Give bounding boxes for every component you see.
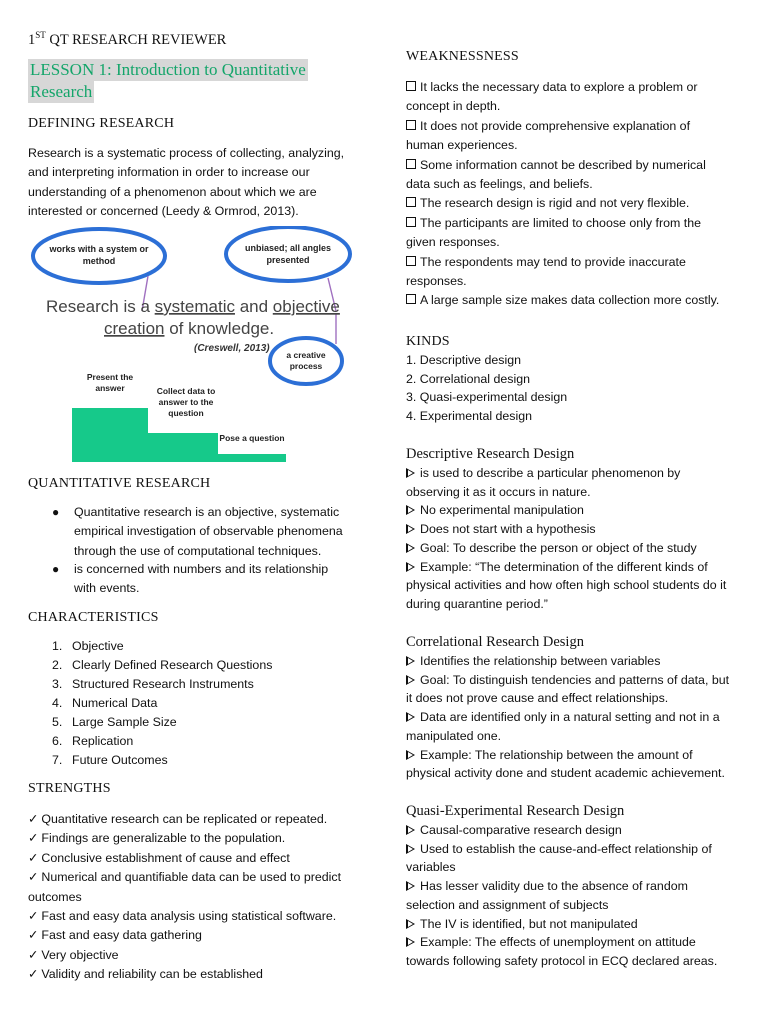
quasi-item [406,915,717,934]
correlational-item [406,671,729,690]
item-text: No experimental manipulation [420,503,584,518]
correlational-item [406,727,729,746]
checkbox-square-icon [406,81,416,91]
triangle-bullet-icon [406,937,415,947]
step-collect-data-line3: question [168,408,204,418]
triangle-bullet-icon [406,543,415,553]
quasi-item [406,933,717,952]
check-icon: ✓ [28,928,39,943]
item-text: Quantitative research can be replicated or repeated. [41,812,328,826]
research-definition-figure [28,226,358,466]
quasi-item [406,858,717,877]
triangle-bullet-icon [406,750,415,760]
descriptive-item [406,539,726,558]
strength-item [28,946,341,965]
characteristic-item [52,751,272,770]
lesson-title-line2: Research [30,82,93,101]
descriptive-item [406,483,726,502]
weakness-list [406,78,719,311]
bullet-line: with events. [74,581,140,596]
item-text: Replication [72,734,134,748]
item-text: given responses. [406,235,500,250]
item-text: Does not start with a hypothesis [420,522,596,537]
quasi-item [406,952,717,971]
quantitative-bullet-2 [52,560,364,599]
item-text: Fast and easy data analysis using statistical software. [41,909,337,924]
strength-item [28,888,341,907]
characteristics-heading: CHARACTERISTICS [28,610,159,625]
item-text: It lacks the necessary data to explore a problem or [420,80,698,94]
paragraph-line: understanding of a phenomenon about which we are [28,184,317,199]
strength-item [28,810,341,829]
correlational-item [406,708,729,727]
item-text: Goal: To describe the person or object of the study [420,540,697,555]
weakness-item [406,194,719,213]
quasi-list [406,821,717,971]
item-text: Future Outcomes [72,753,168,767]
item-text: responses. [406,274,467,289]
descriptive-heading: Descriptive Research Design [406,446,575,462]
bubble-objective-line1: unbiased; all angles [244,243,332,253]
item-text: Identifies the relationship between variables [420,654,661,668]
descriptive-item [406,576,726,595]
correlational-heading: Correlational Research Design [406,634,584,650]
item-text: selection and assignment of subjects [406,897,609,912]
check-icon: ✓ [28,850,39,865]
characteristic-item [52,713,272,732]
checkbox-square-icon [406,217,416,227]
item-text: The IV is identified, but not manipulated [420,916,638,931]
check-icon: ✓ [28,967,39,982]
item-text: Objective [72,639,124,653]
item-text: Very objective [41,947,119,962]
weakness-item [406,291,719,310]
quote-text: of knowledge. [164,319,275,338]
kind-item: 1. Descriptive design [406,353,522,367]
step-collect-data-line1: Collect data to [156,386,216,396]
bullet-dot: ● [52,562,60,576]
characteristic-item [52,656,272,675]
triangle-bullet-icon [406,825,415,835]
quote-word-systematic: systematic [154,297,235,316]
characteristic-item [52,732,272,751]
bubble-systematic-line1: works with a system or [49,244,149,254]
strength-item [28,926,341,945]
weakness-item [406,136,719,155]
step-present-answer-line1: Present the [86,372,134,382]
bullet-line: through the use of computational techniques. [74,543,322,558]
descriptive-item [406,595,726,614]
kind-item: 4. Experimental design [406,408,533,423]
triangle-bullet-icon [406,524,415,534]
quote-text: and [234,297,273,316]
paragraph-line: and interpreting information in order to increase our [28,165,310,180]
item-text: observing it as it occurs in nature. [406,484,591,499]
triangle-bullet-icon [406,712,415,722]
item-text: it does not prove cause and effect relationships. [406,691,669,706]
check-icon: ✓ [28,812,39,826]
descriptive-item [406,464,726,483]
quasi-item [406,896,717,915]
strength-item [28,907,341,926]
descriptive-item [406,558,726,577]
item-text: The respondents may tend to provide inaccurate [420,254,686,269]
kinds-list [406,351,567,425]
item-text: is used to describe a particular phenomenon by [420,466,681,480]
step-collect-data-line2: answer to the [158,397,214,407]
bullet-line: empirical investigation of observable phenomena [74,524,343,539]
bubble-creative-line2: process [289,361,323,371]
item-text: Numerical Data [72,696,158,710]
bullet-line: Quantitative research is an objective, systematic [74,505,340,519]
defining-research-paragraph [28,144,344,222]
item-text: Structured Research Instruments [72,677,254,691]
item-text: The participants are limited to choose only from the [420,215,701,230]
weakness-item [406,117,719,136]
correlational-item [406,689,729,708]
bullet-line: is concerned with numbers and its relationship [74,562,329,576]
quasi-item [406,877,717,896]
strength-item [28,829,341,848]
item-text: Example: “The determination of the different kinds of [420,559,708,574]
weakness-item [406,214,719,233]
item-number: 1. [52,639,63,653]
item-text: Example: The relationship between the amount of [420,747,693,762]
item-text: physical activity done and student academic achievement. [406,766,725,781]
item-number: 7. [52,753,63,767]
item-text: Some information cannot be described by numerical [420,157,706,172]
item-text: Goal: To distinguish tendencies and patterns of data, but [420,672,730,687]
check-icon: ✓ [28,947,39,962]
kind-item: 3. Quasi-experimental design [406,390,568,405]
characteristic-item [52,637,272,656]
document-title: 1ST QT RESEARCH REVIEWER [28,30,227,48]
item-text: Numerical and quantifiable data can be used to predict [41,870,342,885]
check-icon: ✓ [28,831,39,846]
bubble-creative-line1: a creative [286,350,326,360]
weakness-item [406,175,719,194]
item-text: outcomes [28,889,82,904]
step-pose-question: Pose a question [219,433,285,443]
strength-item [28,849,341,868]
quote-line2 [104,319,274,338]
triangle-bullet-icon [406,656,415,666]
checkbox-square-icon [406,120,416,130]
item-text: Fast and easy data gathering [41,928,202,943]
triangle-bullet-icon [406,468,415,478]
item-text: Used to establish the cause-and-effect relationship of [420,841,712,856]
item-text: A large sample size makes data collection more costly. [420,293,720,308]
bubble-objective [226,227,350,281]
bullet-dot: ● [52,505,60,519]
characteristic-item [52,694,272,713]
characteristics-list [52,637,272,770]
descriptive-item [406,501,726,520]
item-text: concept in depth. [406,99,501,114]
item-text: Has lesser validity due to the absence of random [420,879,688,894]
item-text: human experiences. [406,138,518,153]
checkbox-square-icon [406,256,416,266]
paragraph-line: interested or concerned (Leedy & Ormrod, 2013). [28,204,299,219]
triangle-bullet-icon [406,675,415,685]
checkbox-square-icon [406,197,416,207]
checkbox-square-icon [406,294,416,304]
item-number: 2. [52,658,63,672]
descriptive-list [406,464,726,614]
quote-word-creation: creation [104,319,165,338]
lesson-title-line1: LESSON 1: Introduction to Quantitative [30,60,306,79]
item-number: 6. [52,734,63,748]
item-text: variables [406,860,456,875]
triangle-bullet-icon [406,562,415,572]
item-text: towards following safety protocol in ECQ declared areas. [406,953,718,968]
weakness-item [406,78,719,97]
item-text: Data are identified only in a natural setting and not in a [420,710,720,725]
quantitative-research-heading: QUANTITATIVE RESEARCH [28,476,211,491]
bubble-objective-line2: presented [266,255,310,265]
item-text: data such as feelings, and beliefs. [406,177,593,192]
weakness-item [406,233,719,252]
bubble-systematic-line2: method [82,256,116,266]
quote-text: Research is a [46,297,155,316]
correlational-item [406,746,729,765]
strengths-heading: STRENGTHS [28,781,111,796]
correlational-list [406,652,729,783]
kind-item: 2. Correlational design [406,371,530,386]
quote-word-objective: objective [272,297,340,316]
triangle-bullet-icon [406,919,415,929]
item-text: manipulated one. [406,728,502,743]
item-text: during quarantine period.” [406,596,548,611]
item-text: Large Sample Size [72,715,177,729]
quasi-item [406,840,717,859]
defining-research-heading: DEFINING RESEARCH [28,116,175,131]
weakness-heading: WEAKNESSNESS [406,49,519,64]
triangle-bullet-icon [406,881,415,891]
weakness-item [406,97,719,116]
item-text: The research design is rigid and not very flexible. [420,196,690,211]
checkbox-square-icon [406,159,416,169]
item-number: 5. [52,715,63,729]
item-text: Clearly Defined Research Questions [72,658,273,672]
item-text: Findings are generalizable to the population. [41,831,286,846]
item-text: Conclusive establishment of cause and effect [41,850,290,865]
quasi-item [406,821,717,840]
step-present-answer-line2: answer [95,383,125,393]
weakness-item [406,272,719,291]
item-number: 4. [52,696,63,710]
descriptive-item [406,520,726,539]
correlational-item [406,764,729,783]
check-icon: ✓ [28,870,39,885]
citation: (Creswell, 2013) [194,343,270,354]
correlational-item [406,652,729,671]
characteristic-item [52,675,272,694]
quote-line1 [46,297,340,316]
triangle-bullet-icon [406,844,415,854]
item-text: Example: The effects of unemployment on attitude [420,935,696,950]
strength-item [28,868,341,887]
kinds-heading: KINDS [406,334,450,349]
quantitative-bullet-1 [52,503,364,561]
paragraph-line: Research is a systematic process of collecting, analyzing, [28,146,345,160]
item-number: 3. [52,677,63,691]
item-text: It does not provide comprehensive explanation of [420,118,691,133]
strengths-list [28,810,341,985]
triangle-bullet-icon [406,505,415,515]
weakness-item [406,156,719,175]
item-text: physical activities and how often high school students do it [406,578,727,593]
item-text: Validity and reliability can be established [41,967,263,982]
check-icon: ✓ [28,909,39,924]
strength-item [28,965,341,984]
quasi-heading: Quasi-Experimental Research Design [406,803,625,819]
weakness-item [406,253,719,272]
item-text: Causal-comparative research design [420,823,622,837]
